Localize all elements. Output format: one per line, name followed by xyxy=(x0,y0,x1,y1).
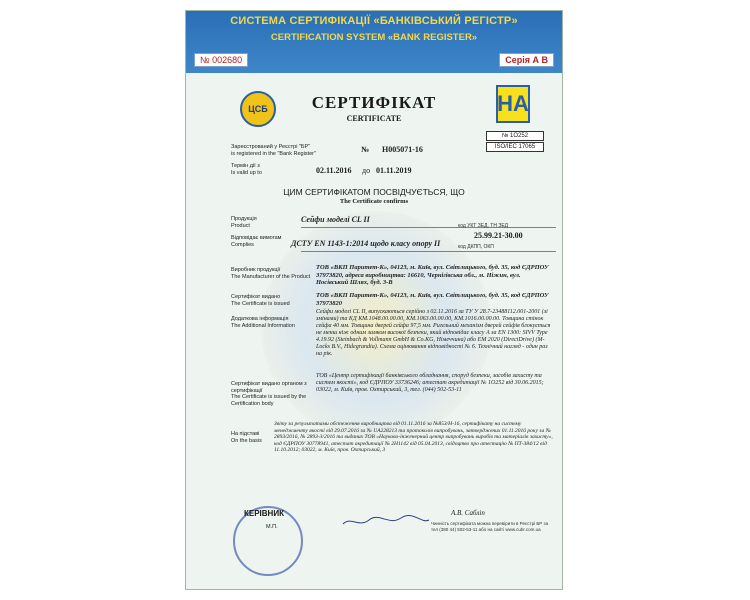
product-code-label: код УКТ ЗЕД, ТН ЗЕД xyxy=(458,223,509,229)
certificate-subtitle: CERTIFICATE xyxy=(346,114,402,123)
valid-from: 02.11.2016 xyxy=(316,166,352,175)
product-label: Продукція Product xyxy=(231,216,257,229)
confirms-subheading: The Certificate confirms xyxy=(339,198,409,205)
body-label: Сертифікат видано органом з сертифікації The Certificate is issued by the Certification body xyxy=(231,381,307,407)
complies-label: Відповідає вимогам Complies xyxy=(231,235,282,248)
signer-name: А.В. Сабліп xyxy=(451,509,485,517)
header-title-en: CERTIFICATION SYSTEM «BANK REGISTER» xyxy=(270,32,478,43)
accreditation-number: № 1O252 xyxy=(486,131,544,141)
certificate-number: № 002680 xyxy=(194,53,248,67)
manufacturer-value: ТОВ «ВКП Паритет-К», 04123, м. Київ, вул. Світлицького, буд. 35, код ЄДРПОУ 37973820, адреса виробництва: 16610, Чернігівська обл., м. Ніжин, вул. Носівський Шлях, буд. 3-В xyxy=(316,264,549,286)
product-code-value: 25.99.21-30.00 xyxy=(474,231,523,240)
product-value: Сейфи моделі CL II xyxy=(301,215,370,224)
certificate-document xyxy=(185,10,563,590)
divider xyxy=(301,227,556,228)
certification-body-logo-icon: ЦСБ xyxy=(240,91,276,127)
basis-value: Звіту за результатами обстеження виробництва від 01.11.2016 за №853/Н-16, сертифікату на систему менеджменту якості від 29.07.2016 за № UA228213 та протоколів випробувань, затверджених 01.11.2016 року за № 2893/2016, № 2893-3/2016 та виданих ТОВ «Науково-інженерний центр випробувань виробів та матеріалів захисту», код ЄДРПОУ 30778941, атестат акредитації № 2Н1142 від 05.04.2013, свідоцтво про атестацію № ПТ-384/12 від 11.10.2012; 03022, м. Київ, пров. Охтирський, 3 xyxy=(274,421,553,453)
accreditation-logo-icon: НА xyxy=(496,85,530,123)
certificate-series: Серія А В xyxy=(499,53,554,67)
head-label: КЕРІВНИК xyxy=(244,509,284,518)
manufacturer-label: Виробник продукції The Manufacturer of the Product xyxy=(231,267,311,280)
certificate-title: СЕРТИФІКАТ xyxy=(311,93,437,112)
basis-label: На підставі On the basis xyxy=(231,431,262,444)
issued-to-value: ТОВ «ВКП Паритет-К», 04123, м. Київ, вул. Світлицького, буд. 35, код ЄДРПОУ 37973820 xyxy=(316,292,549,307)
stamp-place-label: М.П. xyxy=(266,524,278,530)
valid-to: 01.11.2019 xyxy=(376,166,412,175)
additional-value: Сейфи моделі CL II, випускаються серійно з 02.11.2016 за ТУ У 28.7-23488112.001-2001 (зі змінами) та КД КМ.1048.00.00.00, КМ.1063.00.00.00, КМ.1016.00.00.00. Товщина стінок сейфа 40 мм. Товщина дверей сейфа 97,5 мм. Ригельний механізм дверей сейфів блокується не менш ніж одним замком високої безпеки, який відповідає класу А за EN 1300: SIVV Type 4.19.92 (Steinbach & Vollmann GmbH & Co.KG, Німеччина) або EM 2020 (DirectDrive) (M-Locks B.V., Hidegrandia). Схема оцінювання відповідності № 6. Технічний нагляд - один раз на рік. xyxy=(316,309,551,357)
certificate-header xyxy=(186,11,562,73)
accreditation-box xyxy=(486,131,544,153)
complies-code-label: код ДКПП, ОКП xyxy=(458,244,494,250)
registration-number: H005071-16 xyxy=(382,145,423,154)
issued-to-label: Сертифікат видано The Certificate is issued xyxy=(231,294,290,307)
body-value: ТОВ «Центр сертифікації банківського обладнання, споруд безпеки, засобів захисту та систем якості», код ЄДРПОУ 33736246; атестат акредитації № 1O252 від 30.06.2015; 03022, м. Київ, пров. Охтирський, 3, тел. (044) 502-53-11 xyxy=(316,373,544,393)
valid-to-prefix: до xyxy=(362,166,371,175)
additional-label: Додаткова інформація The Additional Information xyxy=(231,316,295,329)
verification-note: Чинність сертифіката можна перевірити в Реєстрі БР за тел (380 44) 502-53-11 або на сайті www.cubr.com.ua xyxy=(431,521,549,532)
registration-no-prefix: № xyxy=(361,145,370,154)
header-title-ua: СИСТЕМА СЕРТИФІКАЦІЇ «БАНКІВСЬКИЙ РЕГІСТР» xyxy=(230,15,518,27)
divider xyxy=(301,251,556,252)
signature-icon xyxy=(341,514,431,528)
registration-label: Зареєстрований у Реєстрі "БР" is registered in the "Bank Register" xyxy=(231,144,316,157)
complies-value: ДСТУ EN 1143-1:2014 щодо класу опору II xyxy=(291,239,441,248)
validity-label: Термін дії з Is valid up to xyxy=(231,163,262,176)
accreditation-standard: ISO/IEC 17065 xyxy=(486,142,544,152)
confirms-heading: ЦИМ СЕРТИФІКАТОМ ПОСВІДЧУЄТЬСЯ, ЩО xyxy=(283,187,465,197)
